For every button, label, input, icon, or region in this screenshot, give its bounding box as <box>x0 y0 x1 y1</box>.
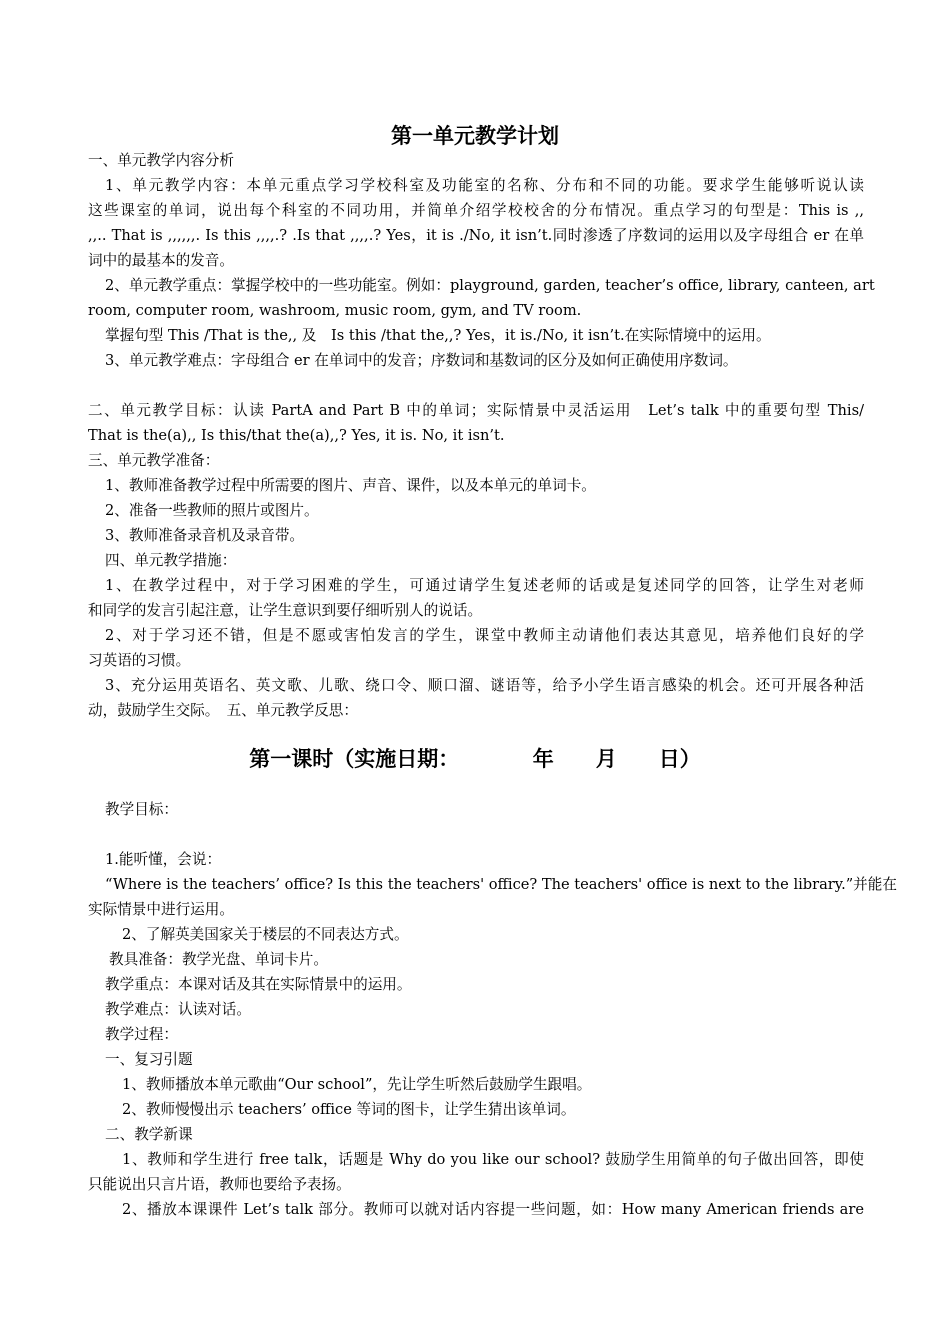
section-heading-new-lesson: 二、教学新课 <box>105 1126 193 1143</box>
section-heading-preparation: 三、单元教学准备： <box>88 452 220 469</box>
paragraph-line: 只能说出只言片语，教师也要给予表扬。 <box>88 1176 351 1193</box>
paragraph-line: 动，鼓励学生交际。 五、单元教学反思： <box>88 702 358 719</box>
list-item: 3、教师准备录音机及录音带。 <box>105 527 305 544</box>
paragraph-line: 1.能听懂，会说： <box>105 851 222 868</box>
section-heading-objectives: 二、单元教学目标：认读 PartA and Part B 中的单词；实际情景中灵活运用 Let’s talk 中的重要句型 This/ <box>88 402 864 419</box>
paragraph-line: 1、教师和学生进行 free talk，话题是 Why do you like our school? 鼓励学生用简单的句子做出回答，即使 <box>122 1151 864 1168</box>
section-heading-review: 一、复习引题 <box>105 1051 193 1068</box>
key-points: 教学重点：本课对话及其在实际情景中的运用。 <box>105 976 412 993</box>
paragraph-line: 2、了解英美国家关于楼层的不同表达方式。 <box>122 926 409 943</box>
list-item: 1、教师准备教学过程中所需要的图片、声音、课件，以及本单元的单词卡。 <box>105 477 596 494</box>
teaching-aids: 教具准备：教学光盘、单词卡片。 <box>109 951 328 968</box>
list-item: 2、教师慢慢出示 teachers’ office 等词的图卡，让学生猜出该单词。 <box>122 1101 576 1118</box>
paragraph-line: 2、对于学习还不错，但是不愿或害怕发言的学生，课堂中教师主动请他们表达其意见，培养他们良好的学 <box>105 627 864 644</box>
difficult-points: 教学难点：认读对话。 <box>105 1001 251 1018</box>
unit-title: 第一单元教学计划 <box>391 124 559 148</box>
paragraph-line: 1、在教学过程中，对于学习困难的学生，可通过请学生复述老师的话或是复述同学的回答，让学生对老师 <box>105 577 864 594</box>
paragraph-line: 1、单元教学内容：本单元重点学习学校科室及功能室的名称、分布和不同的功能。要求学生能够听说认读 <box>105 177 864 194</box>
paragraph-line: “Where is the teachers’ office? Is this the teachers' office? The teachers' office is next to the library.”并能在 <box>105 876 897 893</box>
paragraph-line: That is the(a),, Is this/that the(a),,? Yes, it is. No, it isn’t. <box>88 427 505 444</box>
paragraph-line: 实际情景中进行运用。 <box>88 901 234 918</box>
lesson-title: 第一课时（实施日期： 年 月 日） <box>249 747 701 771</box>
section-heading-measures: 四、单元教学措施： <box>105 552 237 569</box>
paragraph-line: 这些课室的单词，说出每个科室的不同功用，并简单介绍学校校舍的分布情况。重点学习的句型是：This is ,, <box>88 202 864 219</box>
paragraph-line: 3、单元教学难点：字母组合 er 在单词中的发音；序数词和基数词的区分及如何正确使用序数词。 <box>105 352 738 369</box>
lesson-objectives-label: 教学目标： <box>105 801 178 818</box>
teaching-process-label: 教学过程： <box>105 1026 178 1043</box>
list-item: 2、准备一些教师的照片或图片。 <box>105 502 319 519</box>
list-item: 1、教师播放本单元歌曲“Our school”，先让学生听然后鼓励学生跟唱。 <box>122 1076 592 1093</box>
paragraph-line: 词中的最基本的发音。 <box>88 252 234 269</box>
paragraph-line: ,,.. That is ,,,,,,. Is this ,,,,.? .Is that ,,,,.? Yes，it is ./No, it isn’t.同时渗透了序数词的运用以及字母组合 er 在单 <box>88 227 864 244</box>
paragraph-line: 习英语的习惯。 <box>88 652 191 669</box>
paragraph-line: 2、单元教学重点：掌握学校中的一些功能室。例如：playground, garden, teacher’s office, library, canteen, art <box>105 277 875 294</box>
paragraph-line: 和同学的发言引起注意，让学生意识到要仔细听别人的说话。 <box>88 602 483 619</box>
section-heading-content-analysis: 一、单元教学内容分析 <box>88 152 234 169</box>
paragraph-line: 2、播放本课课件 Let’s talk 部分。教师可以就对话内容提一些问题，如：How many American friends are <box>122 1201 864 1218</box>
paragraph-line: room, computer room, washroom, music room, gym, and TV room. <box>88 302 582 319</box>
paragraph-line: 3、充分运用英语名、英文歌、儿歌、绕口令、顺口溜、谜语等，给予小学生语言感染的机会。还可开展各种活 <box>105 677 864 694</box>
paragraph-line: 掌握句型 This /That is the,, 及 Is this /that the,,? Yes，it is./No, it isn’t.在实际情境中的运用。 <box>105 327 771 344</box>
